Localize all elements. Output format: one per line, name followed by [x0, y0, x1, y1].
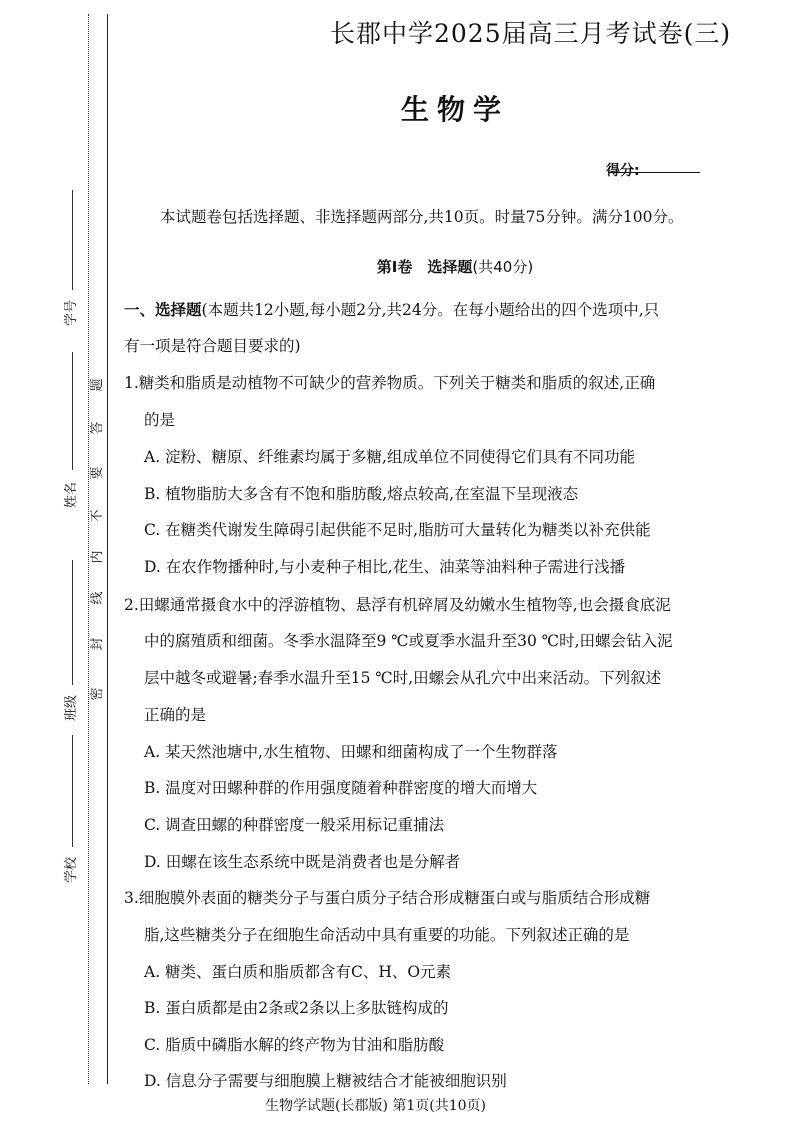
school-blank[interactable] — [72, 735, 73, 847]
part1-label: 一、选择题 — [124, 300, 202, 319]
seal-char: 要 — [90, 466, 105, 480]
binding-solid-line — [107, 14, 108, 1084]
part1-instructions — [124, 298, 659, 320]
seal-char: 封 — [90, 637, 105, 651]
exam-header: 长郡中学2025届高三月考试卷(三) — [330, 19, 732, 48]
question-stem: 中的腐殖质和细菌。冬季水温降至9 ℃或夏季水温升至30 ℃时,田螺会钻入泥 — [144, 632, 673, 650]
part1-desc-line2: 有一项是符合题目要求的) — [124, 337, 301, 355]
question-stem: 3.细胞膜外表面的糖类分子与蛋白质分子结合形成糖蛋白或与脂质结合形成糖 — [124, 889, 651, 907]
question-stem: 2.田螺通常摄食水中的浮游植物、悬浮有机碎屑及幼嫩水生植物等,也会摄食底泥 — [124, 596, 671, 614]
section-points: (共40分) — [472, 258, 534, 276]
page-title: 生物学 — [400, 93, 509, 126]
option-a: A. 淀粉、糖原、纤维素均属于多糖,组成单位不同使得它们具有不同功能 — [144, 448, 635, 466]
score-label: 得分: — [606, 163, 640, 179]
option-d: D. 田螺在该生态系统中既是消费者也是分解者 — [144, 853, 461, 871]
question-stem: 1.糖类和脂质是动植物不可缺少的营养物质。下列关于糖类和脂质的叙述,正确 — [124, 374, 656, 392]
section-title — [0, 256, 800, 277]
option-c: C. 在糖类代谢发生障碍引起供能不足时,脂肪可大量转化为糖类以补充供能 — [144, 521, 651, 539]
class-blank[interactable] — [72, 560, 73, 685]
question-stem: 脂,这些糖类分子在细胞生命活动中具有重要的功能。下列叙述正确的是 — [144, 926, 630, 944]
name-blank[interactable] — [72, 352, 73, 470]
question-stem: 层中越冬或避暑;春季水温升至15 ℃时,田螺会从孔穴中出来活动。下列叙述 — [144, 669, 662, 687]
binding-dotted-line — [88, 14, 89, 1084]
score-field — [606, 160, 640, 180]
option-a: A. 糖类、蛋白质和脂质都含有C、H、O元素 — [144, 963, 452, 981]
page-footer: 生物学试题(长郡版) 第1页(共10页) — [265, 1098, 487, 1114]
option-b: B. 植物脂肪大多含有不饱和脂肪酸,熔点较高,在室温下呈现液态 — [144, 485, 579, 503]
option-d: D. 在农作物播种时,与小麦种子相比,花生、油菜等油料种子需进行浅播 — [144, 558, 626, 576]
score-blank[interactable] — [608, 160, 700, 173]
option-a: A. 某天然池塘中,水生植物、田螺和细菌构成了一个生物群落 — [144, 743, 558, 761]
option-b: B. 温度对田螺种群的作用强度随着种群密度的增大而增大 — [144, 779, 538, 797]
question-stem: 正确的是 — [144, 706, 207, 724]
option-c: C. 脂质中磷脂水解的终产物为甘油和脂肪酸 — [144, 1036, 445, 1054]
school-label: 学校 — [64, 857, 79, 884]
class-label: 班级 — [64, 695, 79, 722]
option-d: D. 信息分子需要与细胞膜上糖被结合才能被细胞识别 — [144, 1072, 507, 1090]
student-id-label: 学号 — [64, 300, 79, 327]
section-name: 第Ⅰ卷 选择题 — [376, 258, 473, 276]
option-b: B. 蛋白质都是由2条或2条以上多肽链构成的 — [144, 999, 449, 1017]
exam-intro: 本试题卷包括选择题、非选择题两部分,共10页。时量75分钟。满分100分。 — [160, 208, 684, 226]
part1-desc-line1: (本题共12小题,每小题2分,共24分。在每小题给出的四个选项中,只 — [201, 301, 660, 319]
question-stem: 的是 — [144, 411, 176, 429]
option-c: C. 调查田螺的种群密度一般采用标记重捕法 — [144, 816, 445, 834]
seal-char: 线 — [90, 591, 105, 605]
seal-char: 不 — [90, 509, 105, 523]
seal-char: 题 — [90, 378, 105, 392]
seal-char: 密 — [90, 687, 105, 701]
seal-char: 答 — [90, 421, 105, 435]
name-label: 姓名 — [64, 482, 79, 509]
seal-char: 内 — [90, 550, 105, 564]
